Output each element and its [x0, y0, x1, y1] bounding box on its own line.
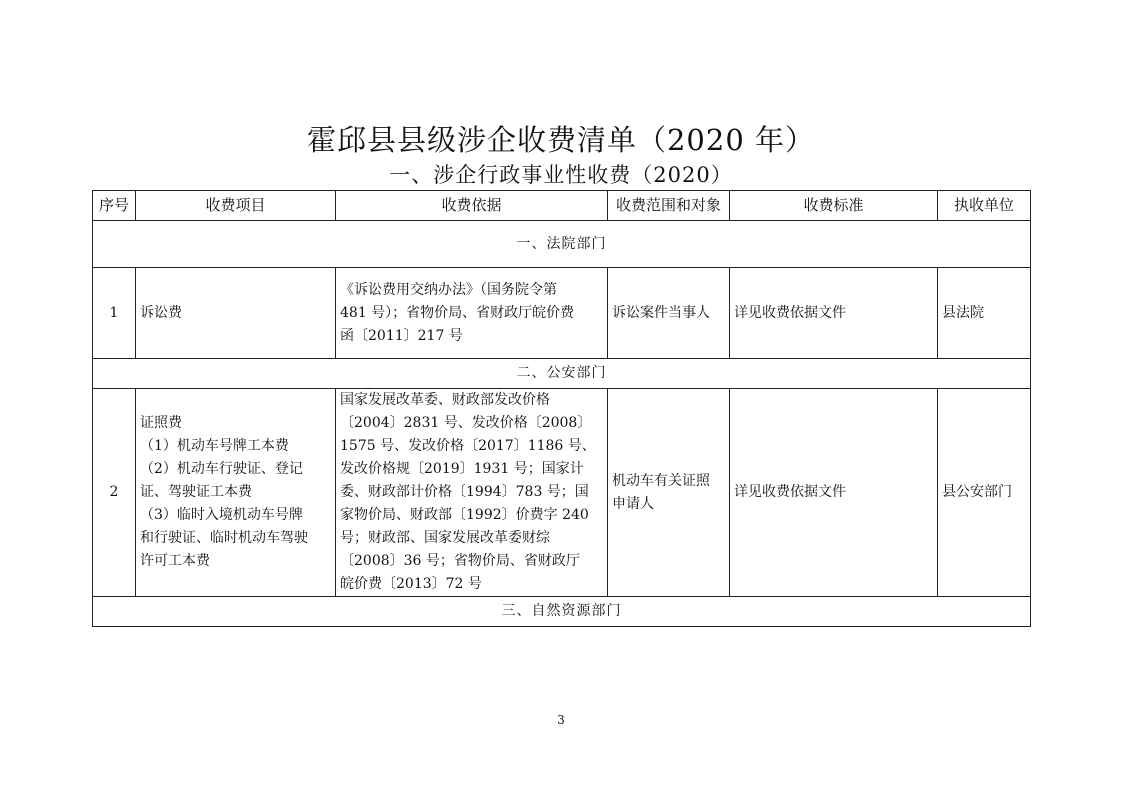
item-line: 证照费	[140, 415, 182, 431]
row-unit: 县公安部门	[938, 389, 1031, 597]
header-scope: 收费范围和对象	[608, 191, 730, 221]
header-standard: 收费标准	[730, 191, 938, 221]
section-court: 一、法院部门	[93, 221, 1031, 268]
header-item: 收费项目	[136, 191, 336, 221]
section-row	[93, 597, 1031, 627]
header-no: 序号	[93, 191, 136, 221]
row-item	[136, 389, 336, 597]
table-row	[93, 389, 1031, 597]
table-header-row	[93, 191, 1031, 221]
item-line: （1）机动车号牌工本费	[140, 438, 289, 454]
header-unit: 执收单位	[938, 191, 1031, 221]
item-line: 证、驾驶证工本费	[140, 484, 252, 500]
row-basis	[336, 268, 608, 359]
fee-table	[92, 190, 1031, 627]
basis-line: 1575 号、发改价格〔2017〕1186 号、	[340, 438, 596, 454]
row-item: 诉讼费	[136, 268, 336, 359]
basis-line: 委、财政部计价格〔1994〕783 号；国	[340, 484, 589, 500]
basis-line: 皖价费〔2013〕72 号	[340, 576, 482, 592]
page-number: 3	[557, 713, 565, 727]
document-title: 霍邱县县级涉企收费清单（2020 年）	[306, 123, 816, 157]
basis-line: 函〔2011〕217 号	[340, 327, 463, 344]
item-line: 许可工本费	[140, 553, 210, 569]
section-row	[93, 359, 1031, 389]
row-basis	[336, 389, 608, 597]
item-line: （2）机动车行驶证、登记	[140, 461, 303, 477]
basis-line: 〔2004〕2831 号、发改价格〔2008〕	[340, 415, 592, 431]
row-no: 1	[93, 268, 136, 359]
basis-line: 481 号）；省物价局、省财政厅皖价费	[340, 304, 575, 321]
scope-line: 机动车有关证照	[612, 472, 710, 489]
section-row	[93, 221, 1031, 268]
header-basis: 收费依据	[336, 191, 608, 221]
row-unit: 县法院	[938, 268, 1031, 359]
basis-line: 《诉讼费用交纳办法》（国务院令第	[340, 281, 557, 298]
row-scope: 诉讼案件当事人	[608, 268, 730, 359]
basis-line: 〔2008〕36 号；省物价局、省财政厅	[340, 553, 580, 569]
item-line: （3）临时入境机动车号牌	[140, 507, 303, 523]
section-natural-resources: 三、自然资源部门	[93, 597, 1031, 627]
row-scope	[608, 389, 730, 597]
row-no: 2	[93, 389, 136, 597]
row-standard: 详见收费依据文件	[730, 389, 938, 597]
basis-line: 发改价格规〔2019〕1931 号；国家计	[340, 461, 584, 477]
basis-line: 号；财政部、国家发展改革委财综	[340, 530, 550, 546]
section-police: 二、公安部门	[93, 359, 1031, 389]
basis-line: 家物价局、财政部〔1992〕价费字 240	[340, 507, 589, 523]
basis-line: 国家发展改革委、财政部发改价格	[340, 392, 550, 408]
document-subtitle: 一、涉企行政事业性收费（2020）	[389, 163, 733, 187]
table-row	[93, 268, 1031, 359]
item-line: 和行驶证、临时机动车驾驶	[140, 530, 308, 546]
scope-line: 申请人	[612, 495, 654, 512]
row-standard: 详见收费依据文件	[730, 268, 938, 359]
